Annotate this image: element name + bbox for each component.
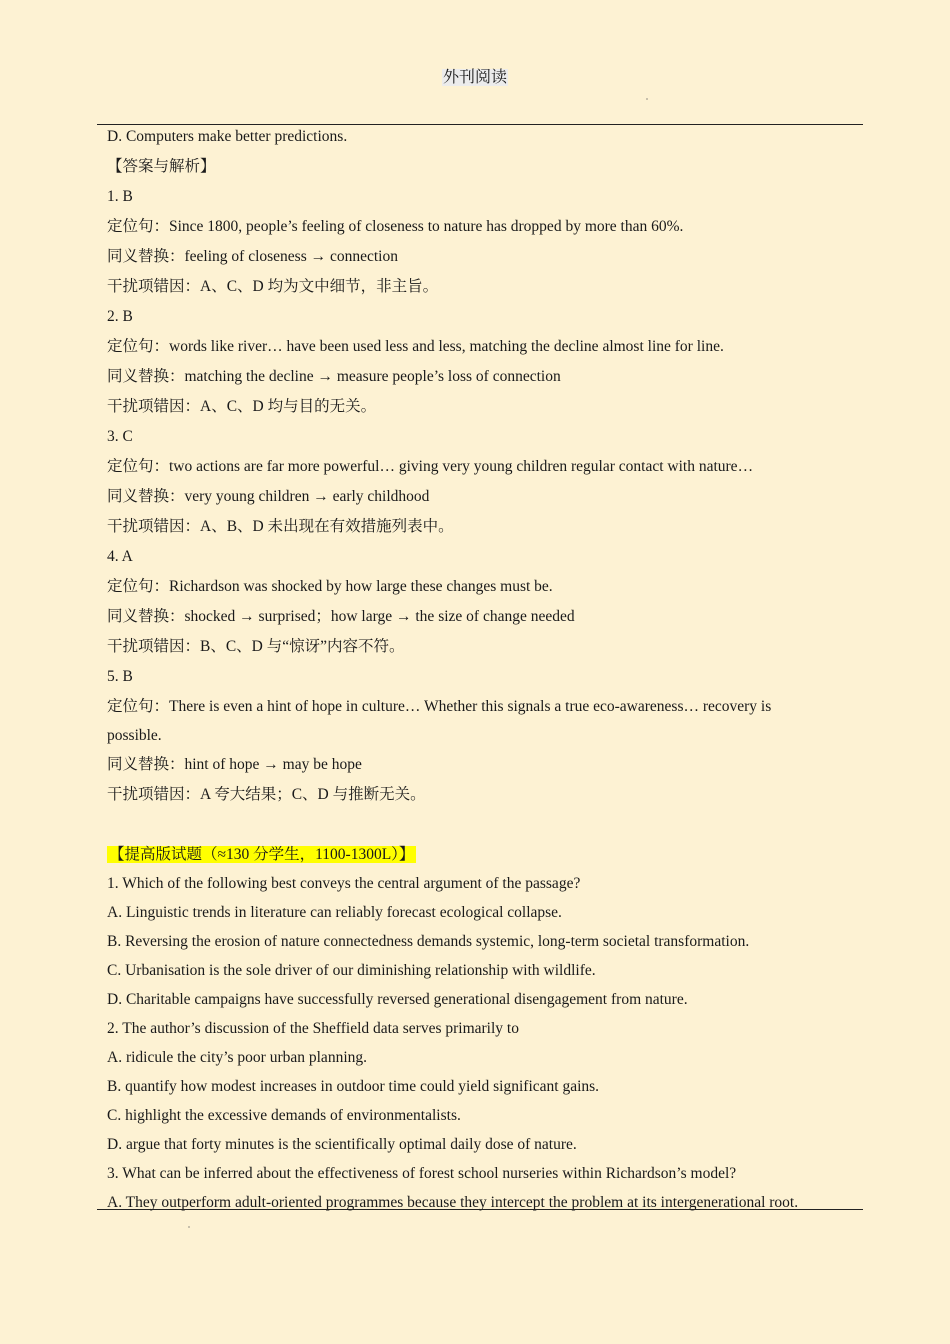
- answer-synonym: 同义替换：hint of hope → may be hope: [107, 756, 362, 773]
- question-option: C. highlight the excessive demands of environmentalists.: [107, 1107, 461, 1124]
- answer-synonym: 同义替换：matching the decline → measure people’s loss of connection: [107, 368, 561, 385]
- answer-number: 2. B: [107, 308, 133, 325]
- question-option: C. Urbanisation is the sole driver of our diminishing relationship with wildlife.: [107, 962, 596, 979]
- carry-over-option: D. Computers make better predictions.: [107, 128, 348, 145]
- answer-synonym: 同义替换：shocked → surprised；how large → the size of change needed: [107, 608, 575, 625]
- answer-distractor: 干扰项错因：A、C、D 均为文中细节，非主旨。: [107, 278, 439, 295]
- header-mark: [646, 98, 648, 100]
- answer-distractor: 干扰项错因：B、C、D 与“惊讶”内容不符。: [107, 638, 405, 655]
- question-stem: 3. What can be inferred about the effectiveness of forest school nurseries within Richardson’s model?: [107, 1165, 737, 1182]
- answer-distractor: 干扰项错因：A、C、D 均与目的无关。: [107, 398, 377, 415]
- question-option: B. Reversing the erosion of nature connectedness demands systemic, long-term societal transformation.: [107, 933, 750, 950]
- question-option: A. Linguistic trends in literature can reliably forecast ecological collapse.: [107, 904, 562, 921]
- answer-synonym: 同义替换：very young children → early childhood: [107, 488, 430, 505]
- answer-number: 4. A: [107, 548, 133, 565]
- answer-number: 1. B: [107, 188, 133, 205]
- answer-locate-continued: possible.: [107, 727, 162, 744]
- answer-locate: 定位句：two actions are far more powerful… giving very young children regular contact with nature…: [107, 458, 754, 475]
- answer-number: 5. B: [107, 668, 133, 685]
- answer-synonym: 同义替换：feeling of closeness → connection: [107, 248, 398, 265]
- document-body: [107, 122, 857, 1217]
- blank-line: [107, 810, 857, 840]
- question-option: A. They outperform adult-oriented programmes because they intercept the problem at its intergenerational root.: [107, 1194, 799, 1211]
- question-option: D. Charitable campaigns have successfully reversed generational disengagement from nature.: [107, 991, 688, 1008]
- question-option: A. ridicule the city’s poor urban planning.: [107, 1049, 367, 1066]
- page-header-title: 外刊阅读: [442, 69, 507, 86]
- answer-locate: 定位句：There is even a hint of hope in culture… Whether this signals a true eco-awareness… recovery is: [107, 698, 772, 715]
- answer-number: 3. C: [107, 428, 133, 445]
- answers-heading: 【答案与解析】: [107, 158, 216, 175]
- advanced-section-heading: 【提高版试题（≈130 分学生，1100-1300L）】: [109, 846, 415, 863]
- answer-locate: 定位句：Since 1800, people’s feeling of closeness to nature has dropped by more than 60%.: [107, 218, 684, 235]
- answer-distractor: 干扰项错因：A、B、D 未出现在有效措施列表中。: [107, 518, 454, 535]
- answer-locate: 定位句：Richardson was shocked by how large these changes must be.: [107, 578, 553, 595]
- answer-locate: 定位句：words like river… have been used less and less, matching the decline almost line for line.: [107, 338, 724, 355]
- footer-rule: [97, 1209, 863, 1210]
- question-stem: 1. Which of the following best conveys the central argument of the passage?: [107, 875, 581, 892]
- question-stem: 2. The author’s discussion of the Sheffield data serves primarily to: [107, 1020, 519, 1037]
- question-option: D. argue that forty minutes is the scientifically optimal daily dose of nature.: [107, 1136, 577, 1153]
- footer-mark: [188, 1226, 190, 1228]
- question-option: B. quantify how modest increases in outdoor time could yield significant gains.: [107, 1078, 600, 1095]
- answer-distractor: 干扰项错因：A 夸大结果；C、D 与推断无关。: [107, 786, 426, 803]
